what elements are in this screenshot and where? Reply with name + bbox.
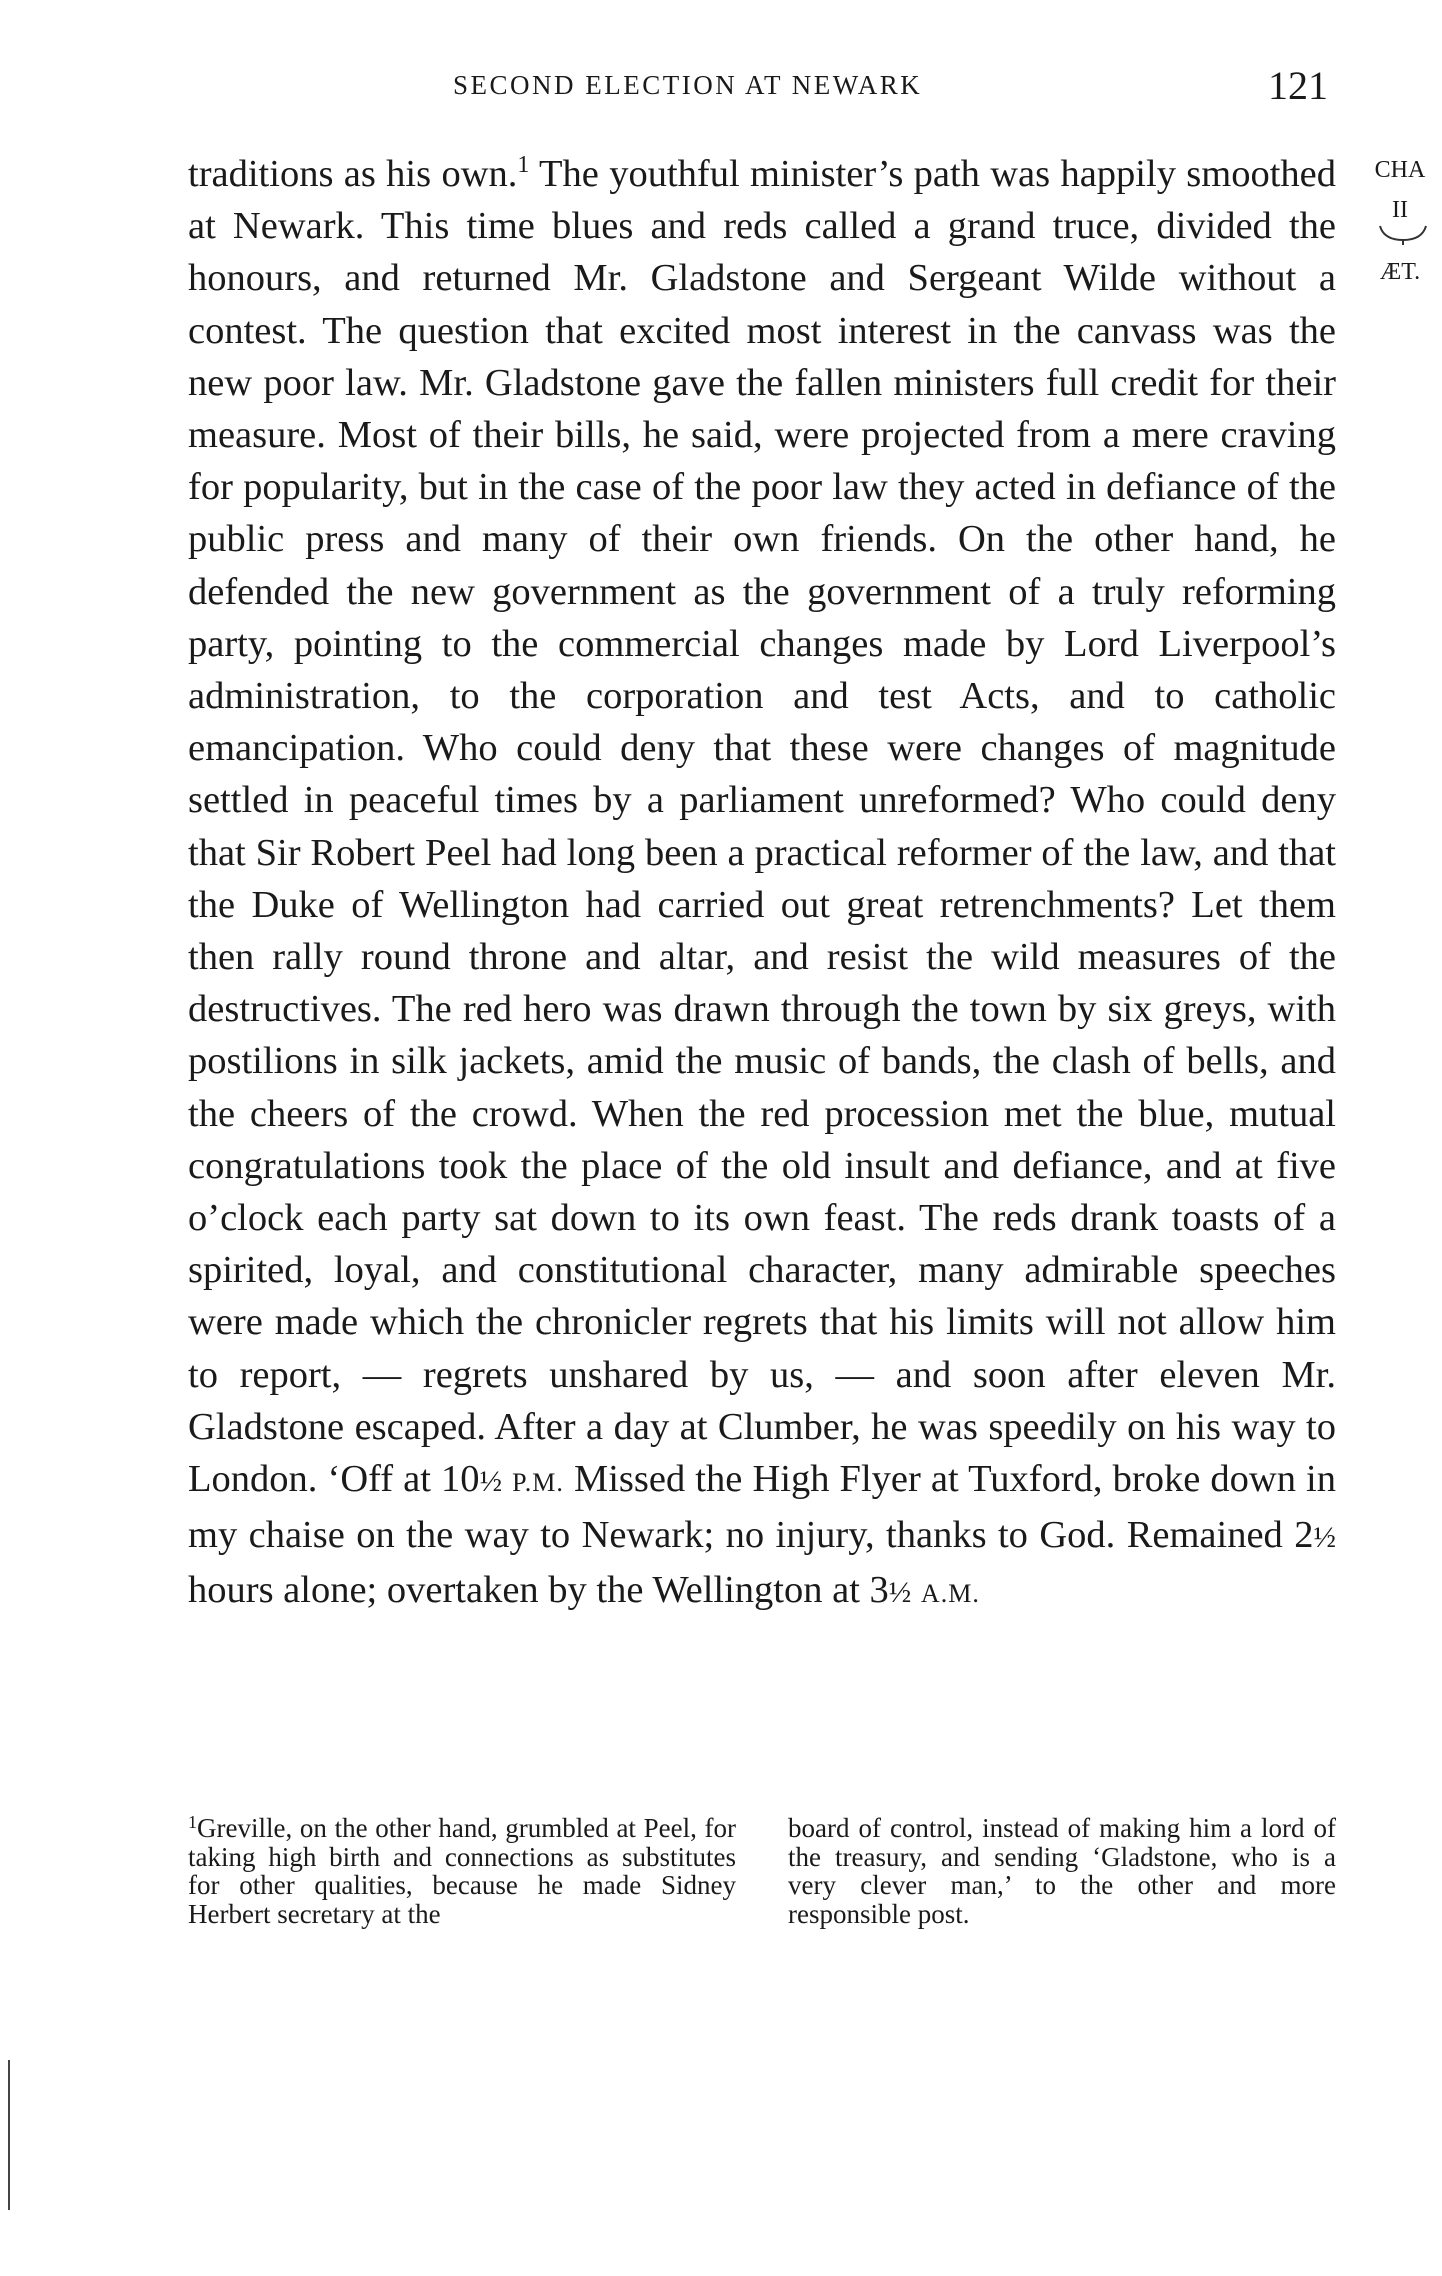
footnotes	[188, 1814, 1336, 1928]
brace-icon	[1378, 224, 1428, 246]
body-paragraph	[188, 148, 1336, 1621]
fraction: ½	[479, 1465, 503, 1499]
body-text-segment: hours alone; overtaken by the Wellington at 3	[188, 1569, 889, 1612]
margin-note-age: ÆT.	[1379, 259, 1421, 285]
footnote-text-right: board of control, instead of making him a lord of the treasury, and sending ‘Gladstone, who is a very clever man,’ to the other and more responsible post.	[788, 1813, 1336, 1929]
body-text-segment: Missed the High Flyer at Tuxford, broke down in my chaise on the way to Newark; no injury, thanks to God. Remained 2	[188, 1458, 1337, 1557]
body-text-segment	[502, 1458, 512, 1500]
footnote-column-right	[788, 1814, 1336, 1928]
footnote-column-left	[188, 1814, 736, 1928]
footnote-marker: 1	[188, 1812, 197, 1832]
margin-note-chapter: CHA	[1374, 157, 1426, 183]
body-text-segment: The youthful minister’s path was happily smoothed at Newark. This time blues and reds called a grand truce, divided the honours, and returned Mr. Gladstone and Sergeant Wilde without a contest. The question that excited most interest in the canvass was the new poor law. Mr. Gladstone gave the fallen ministers full credit for their measure. Most of their bills, he said, were projected from a mere craving for popularity, but in the case of the poor law they acted in defiance of the public press and many of their own friends. On the other hand, he defended the new government as the government of a truly reforming party, pointing to the commercial changes made by Lord Liverpool’s administration, to the corporation and test Acts, and to catholic emancipation. Who could deny that these were changes of magnitude settled in peaceful times by a parliament unreformed? Who could deny that Sir Robert Peel had long been a practical reformer of the law, and that the Duke of Wellington had carried out great retrenchments? Let them then rally round throne and altar, and resist the wild measures of the destructives. The red hero was drawn through the town by six greys, with postilions in silk jackets, amid the music of bands, the clash of bells, and the cheers of the crowd. When the red procession met the blue, mutual congratulations took the place of the old insult and defiance, and at five o’clock each party sat down to its own feast. The reds drank toasts of a spirited, loyal, and constitutional character, many admirable speeches were made which the chronicler regrets that his limits will not allow him to report, — regrets unshared by us, — and soon after eleven Mr. Gladstone escaped. After a day at Clumber, he was speedily on his way to London. ‘Off at 10	[188, 153, 1337, 1501]
running-head	[188, 62, 1336, 112]
body-text	[188, 148, 1336, 1621]
fraction: ½	[888, 1576, 912, 1610]
running-title: SECOND ELECTION AT NEWARK	[453, 70, 923, 100]
margin-note	[1358, 150, 1442, 292]
footnote-reference: 1	[517, 152, 530, 178]
margin-note-chapter-number: II	[1392, 197, 1408, 223]
time-abbreviation: A.M.	[920, 1579, 980, 1609]
body-text-segment	[911, 1569, 921, 1611]
margin-rule	[8, 2060, 10, 2210]
footnote-text-left: Greville, on the other hand, grumbled at Peel, for taking high birth and connections as substitutes for other qualities, because he made Sidney Herbert secretary at the	[188, 1813, 736, 1929]
time-abbreviation: P.M.	[512, 1468, 564, 1498]
page-number: 121	[1268, 63, 1328, 108]
fraction: ½	[1313, 1521, 1336, 1555]
body-text-segment: traditions as his own.	[188, 153, 518, 195]
